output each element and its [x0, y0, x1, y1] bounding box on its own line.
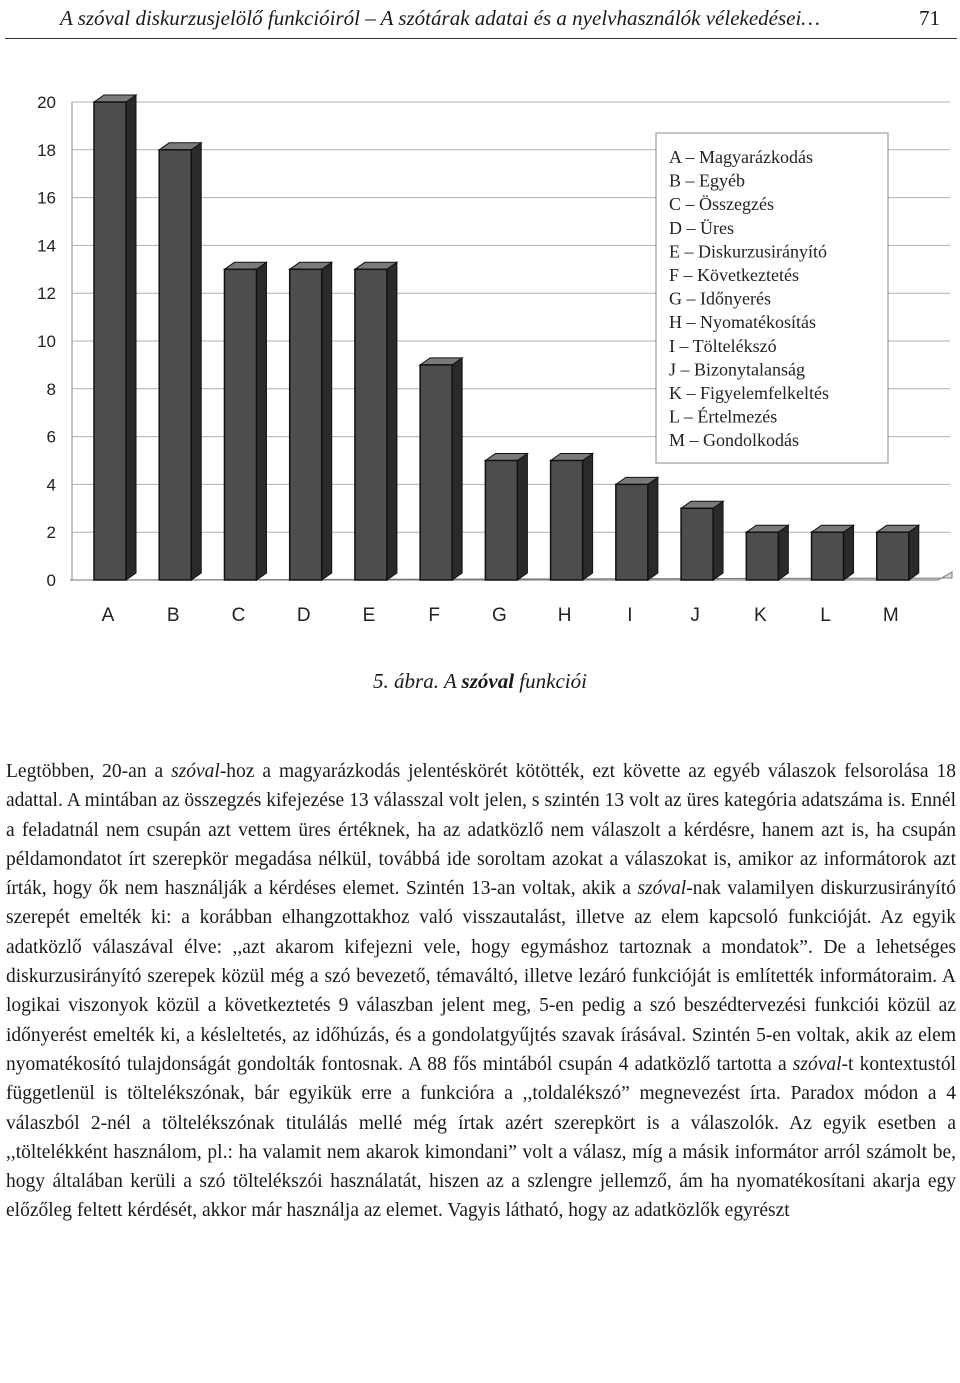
caption-bold: szóval [461, 669, 515, 693]
caption-prefix: 5. ábra. A [373, 669, 462, 693]
x-tick-label: D [296, 605, 311, 626]
legend-entry: F – Következtetés [669, 265, 799, 285]
bar-side [387, 262, 397, 580]
x-tick-label: G [491, 605, 507, 626]
x-tick-label: B [166, 605, 180, 626]
bar [681, 508, 713, 580]
bar-side [256, 262, 266, 580]
x-tick-label: F [428, 605, 440, 626]
body-text-4: -t kontextustól függetlenül is töltelékszónak, bár egyikük erre a funkcióra a ,,toldalékszó” megnevezést írta. Paradox módon a 4 válaszból 2-nél a töltelékszónak titulálás mellé még írtak azért szerepkört is a válaszolók. Az egyik esetben a ,,töltelékként használom, pl.: ha valamit nem akarok kimondani” volt a válasz, míg a másik informátor arról számolt be, hogy általában kerüli a szó töltelékszói használatát, hiszen az a szlengre jellemző, ám ha nyomatékosítani akarja egy előzőleg feltett kérdését, akkor már használja az elemet. Vagyis látható, hogy az adatközlők egyrészt [6, 1053, 956, 1222]
y-tick-label: 14 [37, 236, 56, 256]
running-header [60, 0, 940, 36]
bar [290, 269, 322, 580]
legend-entry: C – Összegzés [669, 194, 774, 215]
y-tick-label: 18 [37, 140, 56, 160]
body-italic-3: szóval [792, 1053, 842, 1075]
legend-entry: E – Diskurzusirányító [669, 241, 827, 262]
legend-entry: M – Gondolkodás [669, 430, 799, 451]
legend-entry: A – Magyarázkodás [669, 147, 813, 167]
bar-side [583, 454, 593, 581]
bar [551, 461, 583, 581]
bar [94, 102, 126, 580]
header-rule [5, 38, 957, 39]
y-tick-label: 12 [37, 284, 56, 304]
y-tick-label: 20 [37, 93, 56, 112]
y-tick-label: 16 [37, 188, 56, 208]
legend-entry: I – Töltelékszó [669, 335, 777, 356]
bar-side [322, 262, 332, 580]
legend-entry: J – Bizonytalanság [669, 359, 805, 380]
bar [877, 532, 909, 580]
x-tick-label: K [753, 605, 767, 626]
x-tick-label: A [101, 605, 115, 626]
body-italic-2: szóval [637, 878, 687, 900]
bar-side [126, 95, 136, 580]
y-tick-label: 10 [37, 332, 56, 351]
y-tick-label: 8 [46, 379, 56, 399]
y-axis-tick-labels [37, 93, 56, 590]
bar [355, 269, 387, 580]
legend-entry: D – Üres [669, 217, 734, 238]
figure-caption [0, 669, 960, 694]
x-tick-label: C [231, 605, 246, 626]
chart-legend [656, 133, 888, 463]
bar-side [844, 525, 854, 580]
body-text-1: Legtöbben, 20-an a [6, 761, 172, 782]
bar-side [909, 525, 919, 580]
running-title: A szóval diskurzusjelölő funkcióiról – A szótárak adatai és a nyelvhasználók vélekedései… [60, 6, 820, 30]
body-paragraph [6, 757, 956, 1226]
bar-side [517, 454, 527, 581]
bar [616, 484, 648, 580]
bar [159, 150, 191, 580]
caption-suffix: funkciói [514, 669, 587, 693]
x-tick-label: E [362, 605, 376, 626]
y-tick-label: 4 [46, 475, 56, 495]
bar-side [778, 525, 788, 580]
x-tick-label: L [820, 605, 831, 626]
bar [485, 461, 517, 581]
bar [812, 532, 844, 580]
bar-chart [0, 80, 960, 640]
bar [224, 269, 256, 580]
x-tick-label: J [690, 605, 700, 626]
legend-entry: B – Egyéb [669, 170, 745, 191]
bar-side [452, 358, 462, 580]
legend-entry: L – Értelmezés [669, 406, 778, 427]
y-tick-label: 0 [46, 571, 56, 590]
page-number: 71 [919, 6, 940, 30]
bar-side [191, 143, 201, 580]
legend-entry: K – Figyelemfelkeltés [669, 383, 829, 403]
body-italic-1: szóval [171, 761, 220, 782]
x-tick-label: I [627, 605, 633, 626]
body-text-2: -hoz a magyarázkodás jelentéskörét kötötték, ezt követte az egyéb válaszok felsorolása 18 adattal. A mintában az összegzés kifejezése 13 válasszal volt jelen, s szintén 13 volt az üres kategória adatszáma is. Ennél a feladatnál nem csupán azt vettem üres értéknek, ha az adatközlő nem válaszolt a kérdésre, hanem azt is, ha csupán példamondatot írt szerepkör megadása nélkül, továbbá ide soroltam azokat a válaszokat is, amikor az informátorok azt írták, hogy ők nem használják a kérdéses elemet. Szintén 13-an voltak, akik a [6, 761, 956, 900]
x-axis-tick-labels [102, 605, 899, 626]
body-text-3: -nak valamilyen diskurzusirányító szerepét emelték ki: a korábban elhangzottakhoz való visszautalást, illetve az elem kapcsoló funkcióját. Az egyik adatközlő válaszával élve: ,,azt akarom kifejezni vele, hogy egymáshoz tartoznak a mondatok”. De a lehetséges diskurzusirányító szerepek közül még a szó bevezető, témaváltó, illetve lezáró funkcióját is említették informátoraim. A logikai viszonyok közül a következtetés 9 válaszban jelent meg, 5-en pedig a szó beszédtervezési funkciói közül az időnyerést emelték ki, a késleltetés, az időhúzás, és a gondolatgyűjtés szavak írásával. Szintén 5-en voltak, akik az elem nyomatékosító tulajdonságát gondolták fontosnak. A 88 fős mintából csupán 4 adatközlő tartotta a [6, 878, 956, 1075]
y-tick-label: 2 [46, 523, 56, 543]
bar-side [648, 477, 658, 580]
legend-entry: H – Nyomatékosítás [669, 312, 816, 333]
x-tick-label: H [557, 605, 572, 626]
bar [746, 532, 778, 580]
x-tick-label: M [882, 605, 899, 626]
legend-entry: G – Időnyerés [669, 288, 771, 309]
bar [420, 365, 452, 580]
y-tick-label: 6 [46, 427, 56, 447]
bar-side [713, 501, 723, 580]
